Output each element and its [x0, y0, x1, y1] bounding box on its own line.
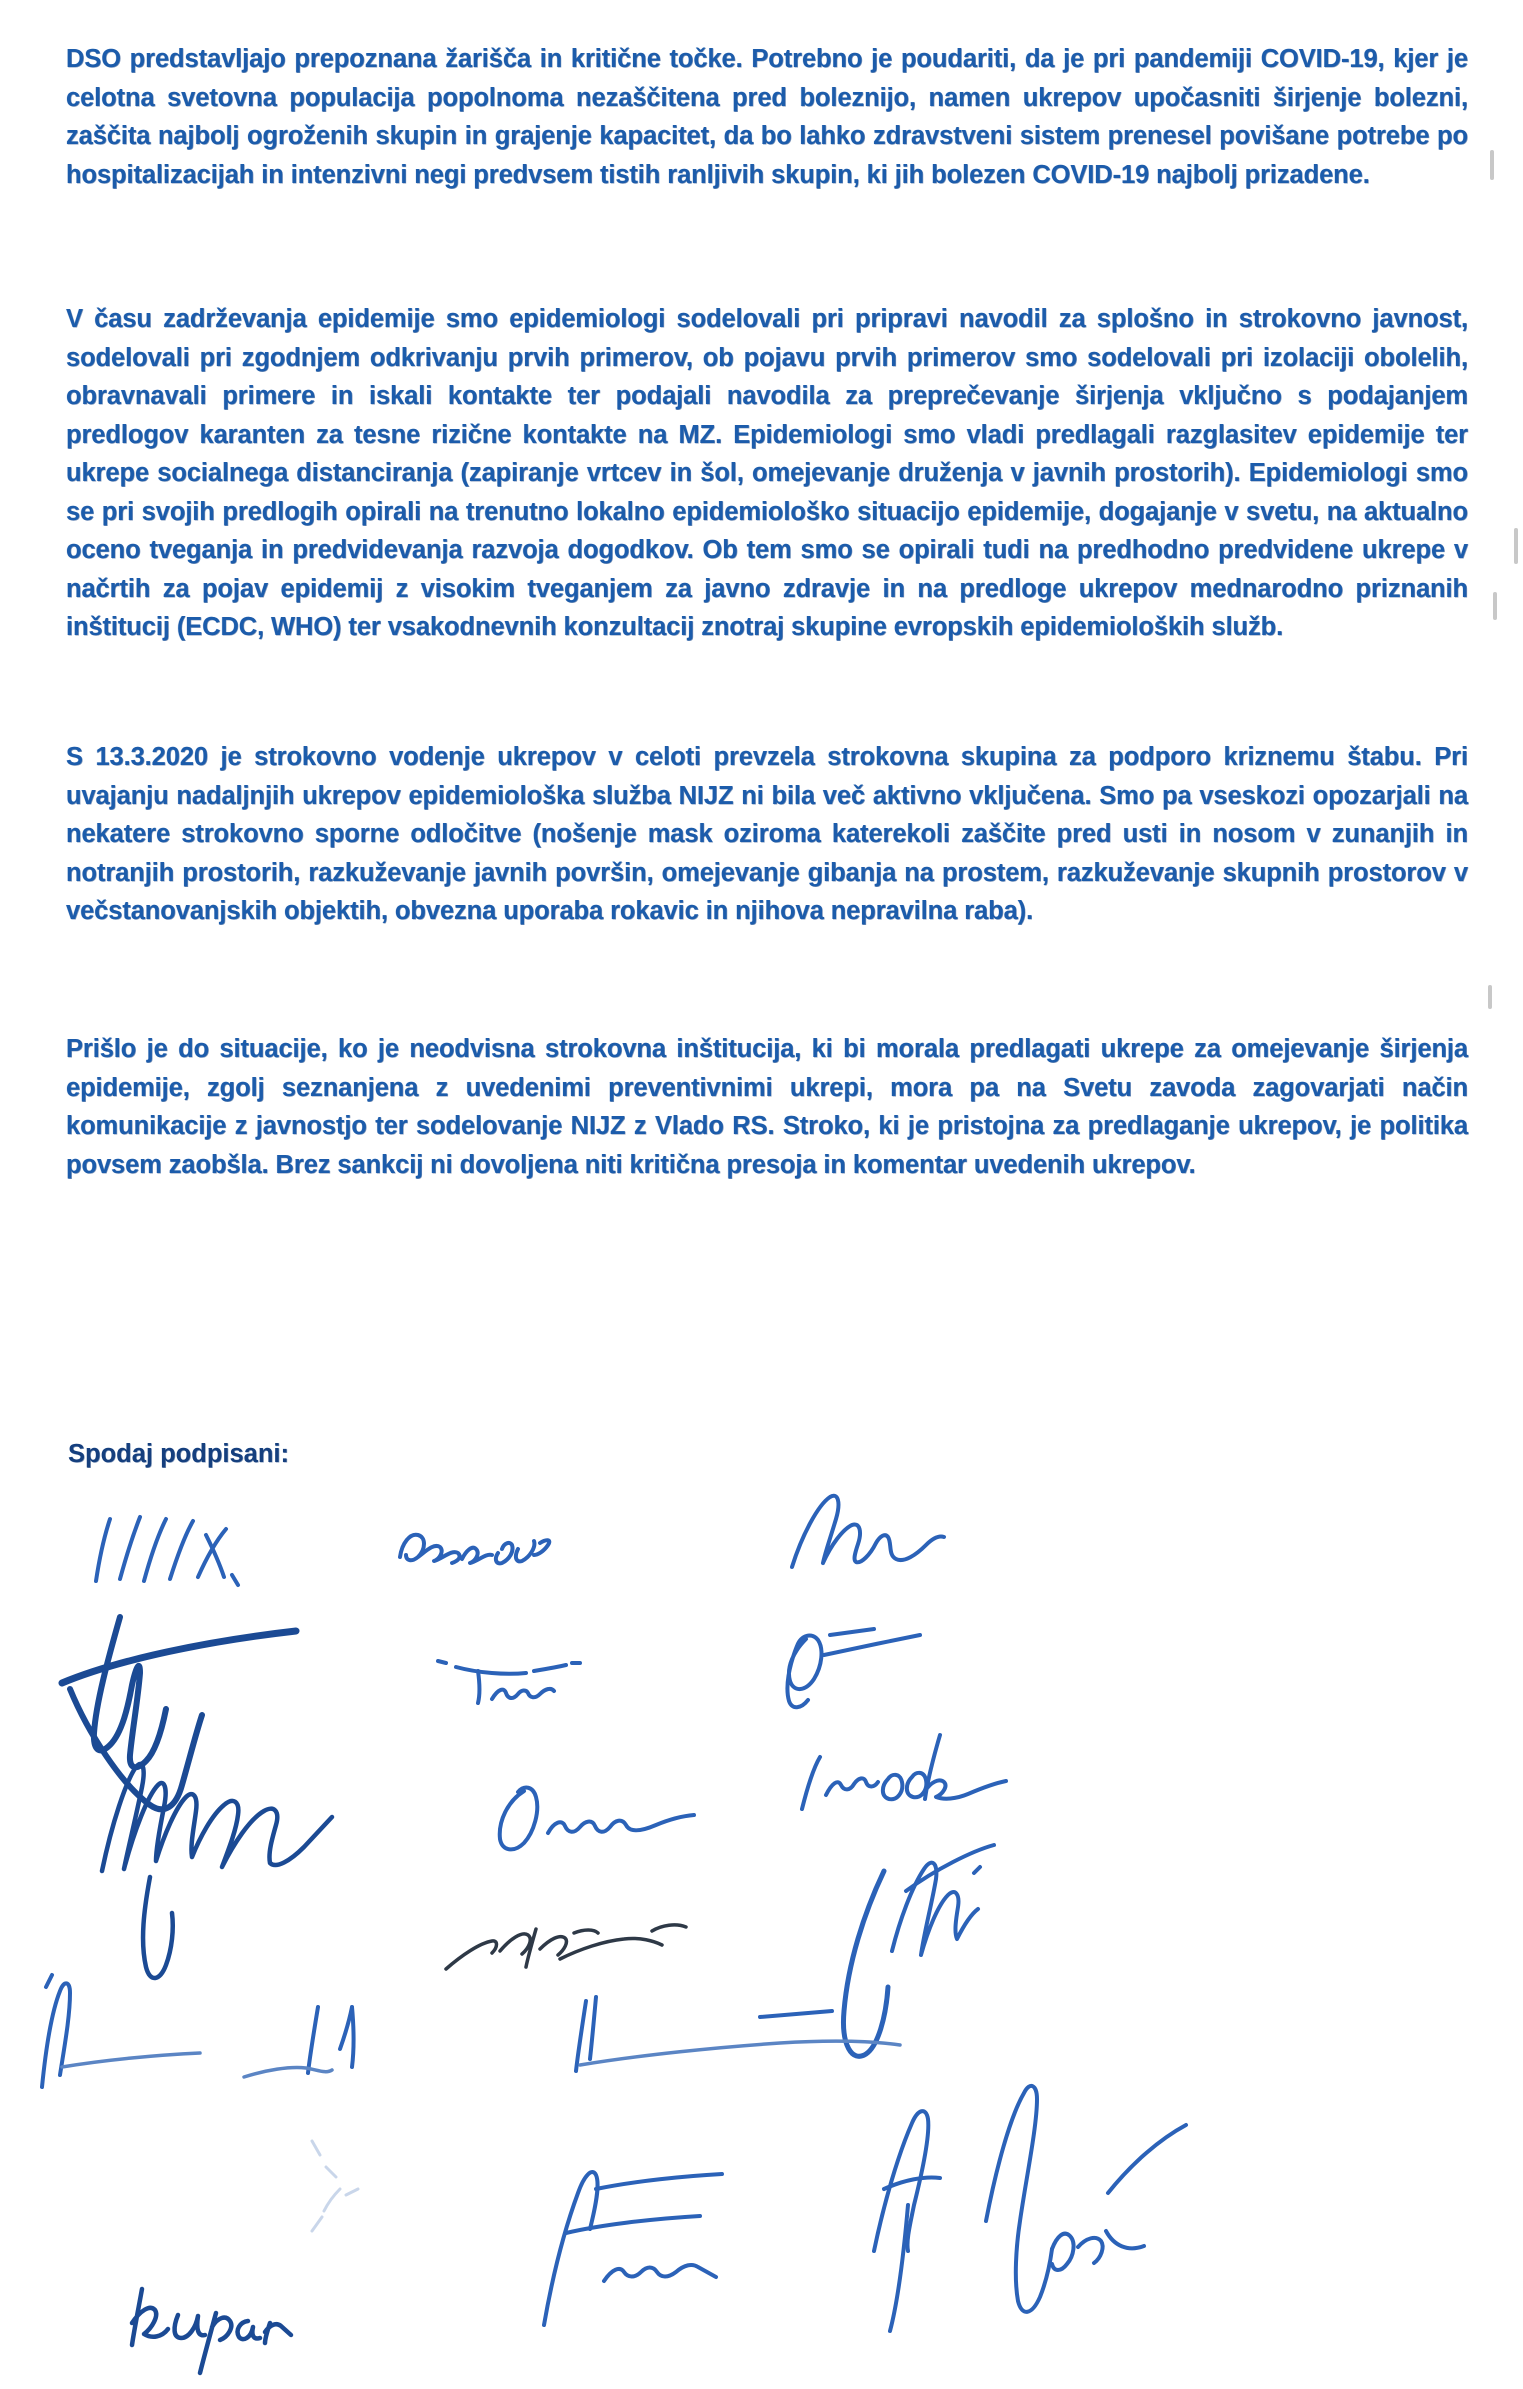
- paragraph-2: V času zadrževanja epidemije smo epidemiologi sodelovali pri pripravi navodil za splošno in strokovno javnost, sodelovali pri zgodnjem odkrivanju prvih primerov, ob pojavu prvih primerov smo sodelovali pri izolaciji obolelih, obravnavali primere in iskali kontakte ter podajali navodila za preprečevanje širjenja vključno s podajanjem predlogov karanten za tesne rizične kontakte na MZ. Epidemiologi smo vladi predlagali razglasitev epidemije ter ukrepe socialnega distanciranja (zapiranje vrtcev in šol, omejevanje druženja v javnih prostorih). Epidemiologi smo se pri svojih predlogih opirali na trenutno lokalno epidemiološko situacijo epidemije, dogajanje v svetu, na aktualno oceno tveganja in predvidevanja razvoja dogodkov. Ob tem smo se opirali tudi na predhodno predvidene ukrepe v načrtih za pojav epidemij z visokim tveganjem za javno zdravje in na predloge ukrepov mednarodno priznanih inštitucij (ECDC, WHO) ter vsakodnevnih konzultacij znotraj skupine evropskih epidemioloških služb.: [66, 305, 1468, 641]
- signature-17: [874, 2086, 1186, 2331]
- signature-6: [787, 1629, 920, 1707]
- signature-11: [844, 1845, 994, 2056]
- signature-3: [792, 1496, 944, 1567]
- scan-artifact: [1490, 150, 1494, 180]
- signature-10: [446, 1925, 686, 1969]
- signature-16: [544, 2172, 722, 2325]
- signature-15: [132, 2289, 291, 2373]
- signature-4: [62, 1617, 296, 1809]
- signature-9: [802, 1735, 1006, 1809]
- signatures-heading: Spodaj podpisani:: [68, 1440, 289, 1468]
- handwritten-signatures-area: [0, 1489, 1523, 2389]
- scan-artifact: [1514, 528, 1518, 564]
- scan-artifact: [1488, 985, 1492, 1009]
- paragraph-1: DSO predstavljajo prepoznana žarišča in kritične točke. Potrebno je poudariti, da je pri pandemiji COVID-19, kjer je celotna svetovna populacija popolnoma nezaščitena pred boleznijo, namen ukrepov upočasniti širjenje bolezni, zaščita najbolj ogroženih skupin in grajenje kapacitet, da bo lahko zdravstveni sistem prenesel povišane potrebe po hospitalizacijah in intenzivni negi predvsem tistih ranljivih skupin, ki jih bolezen COVID-19 najbolj prizadene.: [66, 45, 1468, 189]
- signature-8: [500, 1788, 694, 1850]
- signature-1: [96, 1517, 238, 1585]
- paragraph-4: Prišlo je do situacije, ko je neodvisna strokovna inštitucija, ki bi morala predlagati ukrepe za omejevanje širjenja epidemije, zgolj seznanjena z uvedenimi preventivnimi ukrepi, mora pa na Svetu zavoda zagovarjati način komunikacije z javnostjo ter sodelovanje NIJZ z Vlado RS. Stroko, ki je pristojna za predlaganje ukrepov, je politika povsem zaobšla. Brez sankcij ni dovoljena niti kritična presoja in komentar uvedenih ukrepov.: [66, 1035, 1468, 1179]
- signature-5: [438, 1661, 580, 1703]
- signature-13: [244, 2007, 354, 2077]
- paragraph-3: S 13.3.2020 je strokovno vodenje ukrepov v celoti prevzela strokovna skupina za podporo kriznemu štabu. Pri uvajanju nadaljnjih ukrepov epidemiološka služba NIJZ ni bila več aktivno vključena. Smo pa vseskozi opozarjali na nekatere strokovno sporne odločitve (nošenje mask oziroma katerekoli zaščite pred usti in nosom v zunanjih in notranjih prostorih, razkuževanje javnih površin, omejevanje gibanja na prostem, razkuževanje skupnih prostorov v večstanovanjskih objektih, obvezna uporaba rokavic in njihova nepravilna raba).: [66, 743, 1468, 925]
- signature-14: [576, 1997, 900, 2071]
- signature-12: [42, 1975, 200, 2087]
- scan-artifact: [1493, 592, 1497, 620]
- signature-ghost: [312, 2141, 358, 2231]
- signature-2: [400, 1535, 549, 1564]
